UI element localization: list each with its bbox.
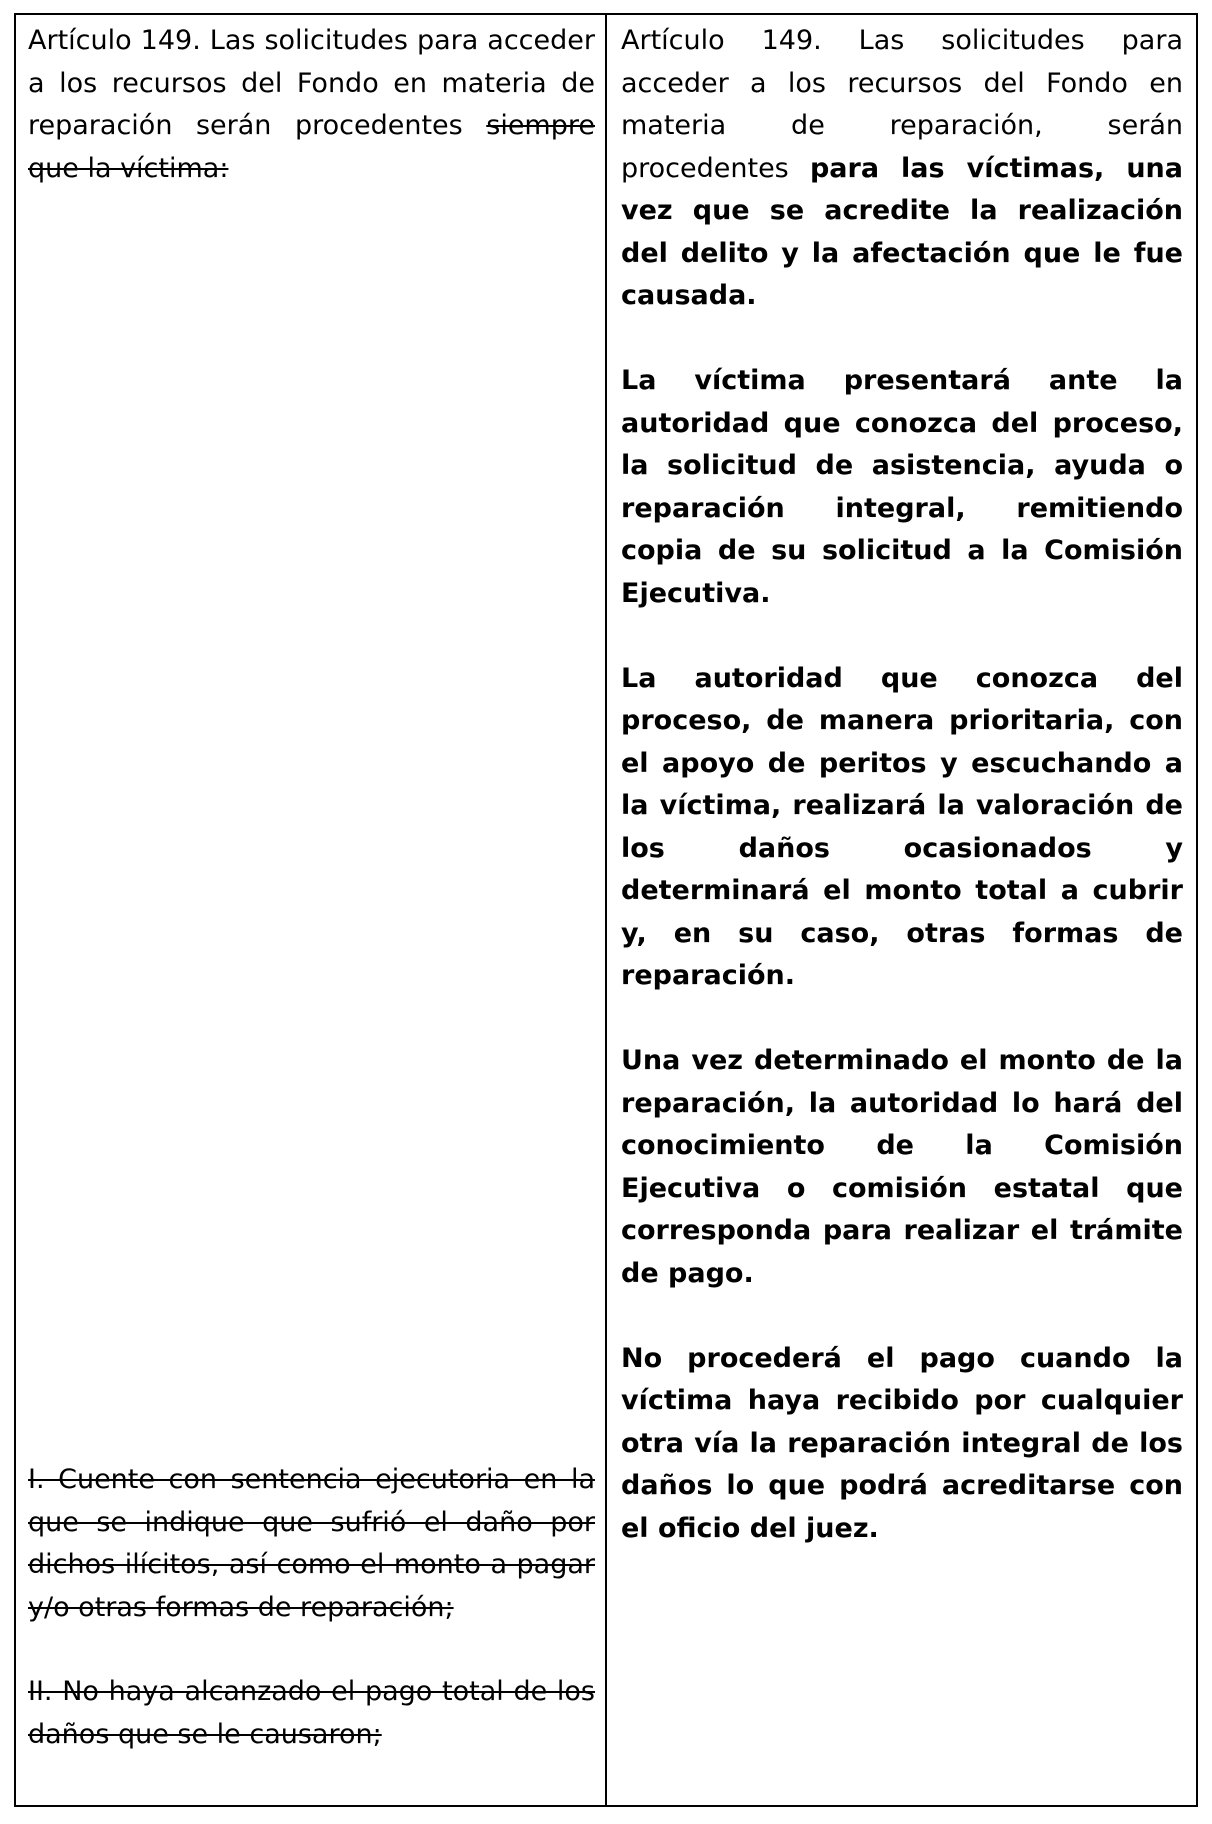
- article-149-added-text: para las víctimas, una vez que se acredite la realización del delito y la afectación que le fue causada.: [621, 152, 1183, 311]
- fraction-ii-deleted: II. No haya alcanzado el pago total de los daños que se le causaron;: [28, 1676, 595, 1750]
- fraction-i-deleted: I. Cuente con sentencia ejecutoria en la que se indique que sufrió el daño por dichos ilícitos, así como el monto a pagar y/o otras formas de reparación;: [28, 1464, 595, 1623]
- proposed-paragraph-3: La autoridad que conozca del proceso, de manera prioritaria, con el apoyo de peritos y escuchando a la víctima, realizará la valoración de los daños ocasionados y determinará el monto total a cubrir y, en su caso, otras formas de reparación.: [621, 662, 1183, 991]
- current-text-cell: [16, 15, 605, 1805]
- paragraph-gap: [621, 1295, 1183, 1338]
- proposed-text-cell: [607, 15, 1196, 1805]
- paragraph-gap: [621, 615, 1183, 658]
- article-149-proposed: [621, 20, 1183, 318]
- comparison-table: [14, 13, 1198, 1807]
- proposed-paragraph-2: La víctima presentará ante la autoridad que conozca del proceso, la solicitud de asistencia, ayuda o reparación integral, remitiendo copia de su solicitud a la Comisión Ejecutiva.: [621, 365, 1183, 609]
- proposed-paragraph-5: No procederá el pago cuando la víctima haya recibido por cualquier otra vía la reparación integral de los daños lo que podrá acreditarse con el oficio del juez.: [621, 1342, 1183, 1544]
- article-149-deleted-text: siempre que la víctima:: [28, 110, 595, 184]
- article-149-current: [28, 20, 595, 190]
- proposed-paragraph-4: Una vez determinado el monto de la reparación, la autoridad lo hará del conocimiento de la Comisión Ejecutiva o comisión estatal que corresponda para realizar el trámite de pago.: [621, 1045, 1183, 1289]
- paragraph-gap: [621, 318, 1183, 361]
- article-149-current-text: Artículo 149. Las solicitudes para acceder a los recursos del Fondo en materia de reparación serán procedentes: [28, 25, 595, 141]
- paragraph-gap: [621, 998, 1183, 1041]
- article-149-proposed-text: Artículo 149. Las solicitudes para acceder a los recursos del Fondo en materia de reparación, serán procedentes: [621, 25, 1183, 184]
